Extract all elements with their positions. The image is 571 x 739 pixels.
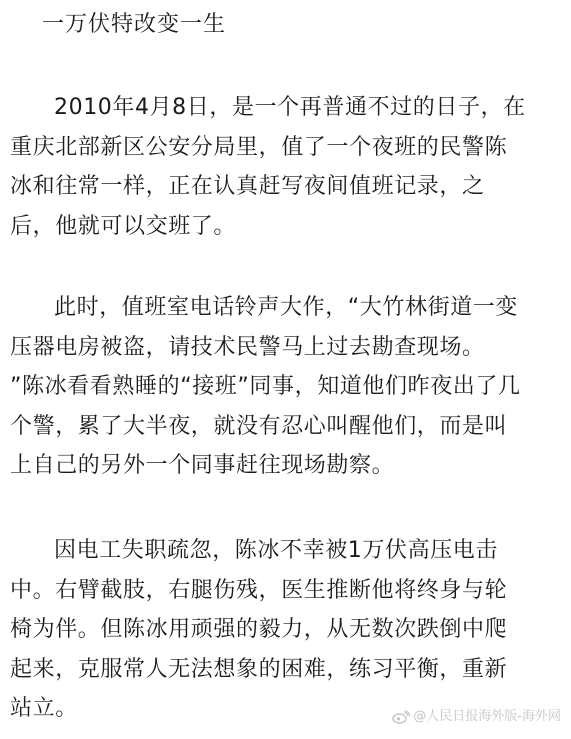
paragraph-line: 压器电房被盗，请技术民警马上过去勘查现场。 [10, 334, 485, 360]
paragraph-line: 后，他就可以交班了。 [10, 213, 237, 239]
paragraph-line: 2010年4月8日，是一个再普通不过的日子，在 [54, 95, 526, 120]
article-title: 一万伏特改变一生 [42, 12, 227, 37]
paragraph-line: 起来，克服常人无法想象的困难，练习平衡，重新 [10, 656, 508, 682]
paragraph-line: 重庆北部新区公安分局里，值了一个夜班的民警陈 [10, 134, 508, 160]
paragraph-line: 因电工失职疏忽，陈冰不幸被1万伏高压电击 [54, 538, 498, 563]
paragraph-line: 中。右臂截肢，右腿伤残，医生推断他将终身与轮 [10, 577, 508, 603]
paragraph-line: 站立。 [10, 696, 78, 721]
paragraph-2 [10, 288, 562, 486]
watermark-text: @人民日报海外版-海外网 [413, 709, 561, 724]
paragraph-line: 个警，累了大半夜，就没有忍心叫醒他们，而是叫 [10, 413, 508, 439]
paragraph-line: 此时，值班室电话铃声大作，“大竹林街道一变 [54, 295, 518, 320]
paragraph-line: 上自己的另外一个同事赶往现场勘察。 [10, 453, 395, 478]
paragraph-line: ”陈冰看看熟睡的“接班”同事，知道他们昨夜出了几 [10, 374, 521, 399]
weibo-icon [392, 710, 410, 724]
paragraph-line: 冰和往常一样，正在认真赶写夜间值班记录，之 [10, 174, 485, 199]
paragraph-1 [10, 88, 562, 246]
paragraph-line: 椅为伴。但陈冰用顽强的毅力，从无数次跌倒中爬 [10, 617, 508, 642]
paragraph-3 [10, 531, 562, 729]
watermark [392, 709, 561, 725]
